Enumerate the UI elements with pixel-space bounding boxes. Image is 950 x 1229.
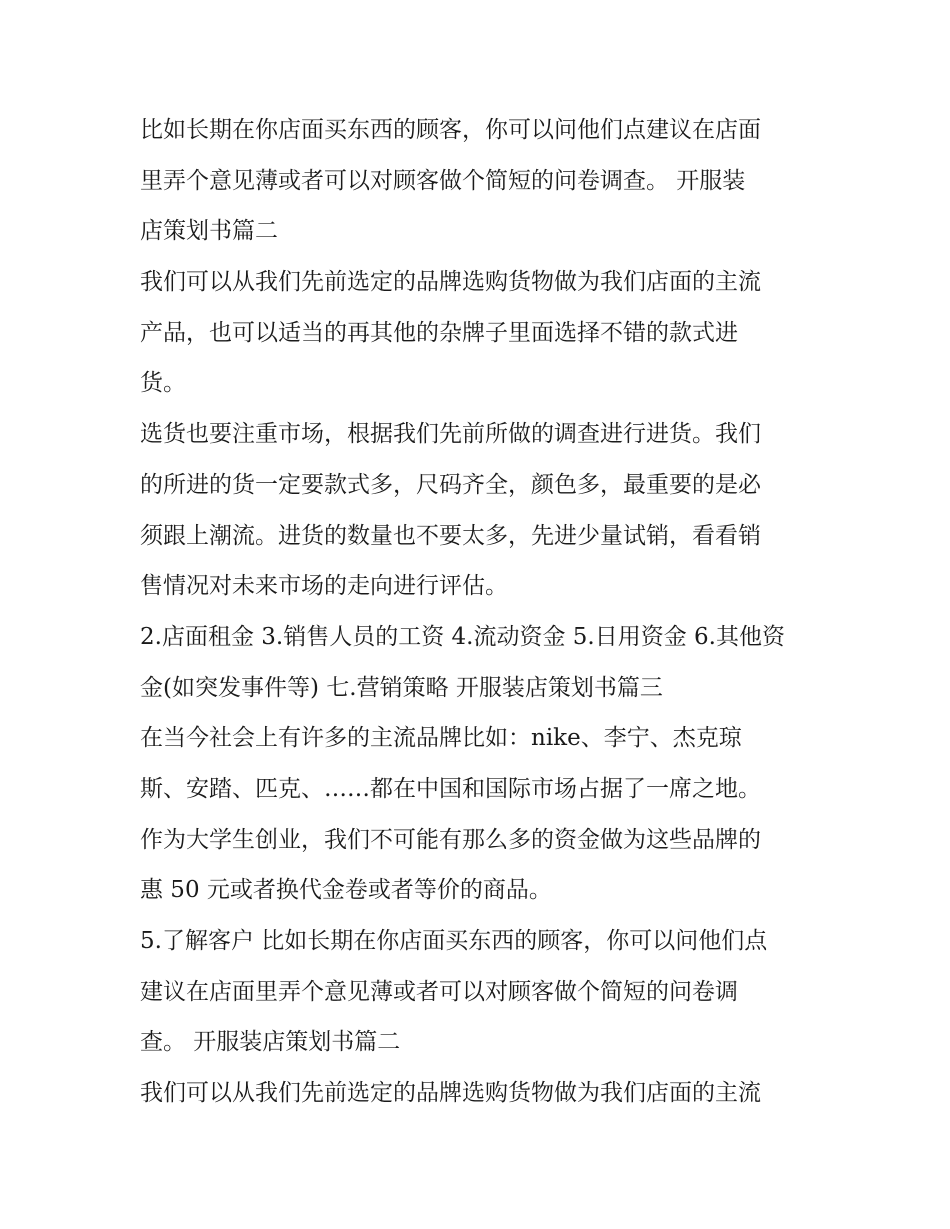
body-text — [140, 105, 820, 1119]
text-line: 斯、安踏、匹克、……都在中国和国际市场占据了一席之地。 — [140, 775, 761, 802]
text-line: 惠 50 元或者换代金卷或者等价的商品。 — [140, 877, 552, 904]
text-line: 的所进的货一定要款式多，尺码齐全，颜色多，最重要的是必 — [140, 471, 761, 498]
text-line: 选货也要注重市场，根据我们先前所做的调查进行进货。我们 — [140, 421, 761, 448]
text-line: 产品，也可以适当的再其他的杂牌子里面选择不错的款式进 — [140, 319, 738, 346]
text-line: 在当今社会上有许多的主流品牌比如：nike、李宁、杰克琼 — [140, 725, 742, 752]
text-line: 售情况对未来市场的走向进行评估。 — [140, 573, 508, 600]
text-line: 建议在店面里弄个意见薄或者可以对顾客做个简短的问卷调 — [140, 978, 738, 1005]
text-line: 金(如突发事件等) 七.营销策略 开服装店策划书篇三 — [140, 674, 663, 701]
text-line: 2.店面租金 3.销售人员的工资 4.流动资金 5.日用资金 6.其他资 — [140, 623, 785, 650]
text-line: 查。 开服装店策划书篇二 — [140, 1029, 401, 1056]
text-line: 5.了解客户 比如长期在你店面买东西的顾客，你可以问他们点 — [140, 928, 768, 954]
text-line: 须跟上潮流。进货的数量也不要太多，先进少量试销，看看销 — [140, 522, 761, 549]
text-line: 货。 — [140, 370, 186, 397]
text-line: 我们可以从我们先前选定的品牌选购货物做为我们店面的主流 — [140, 1080, 761, 1107]
text-line: 店策划书篇二 — [140, 218, 278, 245]
text-line: 里弄个意见薄或者可以对顾客做个简短的问卷调查。 开服装 — [140, 167, 746, 194]
text-line: 比如长期在你店面买东西的顾客，你可以问他们点建议在店面 — [140, 117, 761, 143]
text-line: 我们可以从我们先前选定的品牌选购货物做为我们店面的主流 — [140, 269, 761, 296]
text-line: 作为大学生创业，我们不可能有那么多的资金做为这些品牌的 — [140, 826, 761, 853]
